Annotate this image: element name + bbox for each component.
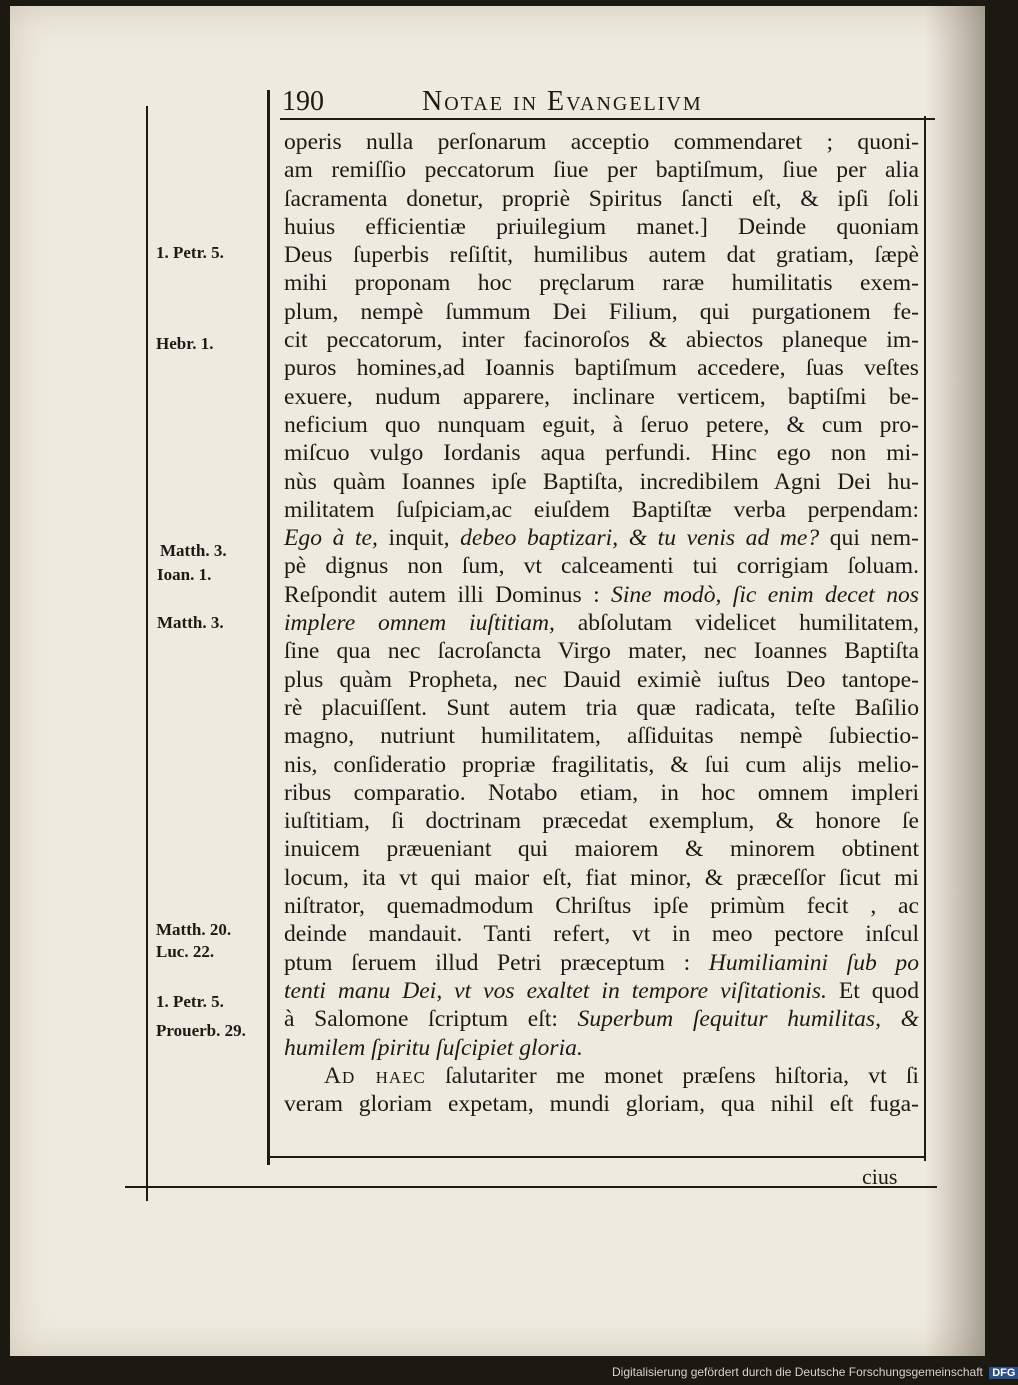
text-line [284,581,919,609]
paragraph-opening: Ad haec [324,1062,426,1089]
catchword: cius [862,1164,898,1189]
gutter-shadow [925,6,985,1356]
text-line [284,1062,919,1090]
running-title: Notae in Evangelivm [422,86,703,117]
margin-reference: Ioan. 1. [157,565,212,584]
text-line: am remiſſio peccatorum ſiue per baptiſmum, ſiue per alia [284,157,919,184]
text-line: rè placuiſſent. Sunt autem tria quæ radicata, teſte Baſilio [284,694,919,721]
text-line: plus quàm Propheta, nec Dauid eximiè iuſtus Deo tantope- [284,666,919,693]
text-line: deinde mandauit. Tanti refert, vt in meo pectore inſcul [284,921,919,948]
text-line: nùs quàm Ioannes ipſe Baptiſta, incredibilem Agni Dei hu- [284,468,919,495]
text-line: locum, ita vt qui maior eſt, fiat minor, & præceſſor ſicut mi [284,864,919,891]
text-line [284,977,919,1005]
text-line [284,1005,919,1033]
text-fragment: qui nem- [819,525,919,552]
text-line: cit peccatorum, inter facinoroſos & abiectos planeque im- [284,327,919,354]
text-line: magno, nutriunt humilitatem, aſſiduitas nempè ſubiectio- [284,723,919,750]
text-line: puros homines,ad Ioannis baptiſmum accedere, ſuas veſtes [284,355,919,382]
margin-reference: Prouerb. 29. [156,1021,246,1040]
page-number: 190 [282,86,324,117]
text-line: iuſtitiam, ſi doctrinam præcedat exemplum, & honore ſe [284,808,919,835]
text-line: neficium quo nunquam eguit, à ſeruo petere, & cum pro- [284,411,919,438]
margin-reference: Matth. 3. [160,541,227,560]
main-text [284,128,919,1118]
bottom-rule-inner [268,1156,924,1158]
text-fragment: ſalutariter me monet præſens hiſtoria, vt ſi [425,1062,919,1089]
text-line: nis, conſideratio propriæ fragilitatis, & ſui cum alijs melio- [284,751,919,778]
text-line [284,1034,919,1062]
text-line: operis nulla perſonarum acceptio commendaret ; quoni- [284,129,919,155]
text-line: miſcuo vulgo Iordanis aqua perfundi. Hinc ego non mi- [284,440,919,467]
dfg-logo: DFG [989,1367,1018,1379]
text-line: ſacramenta donetur, propriè Spiritus ſancti eſt, & ipſi ſoli [284,185,919,212]
digitization-footer [612,1365,1018,1379]
text-line: Deus ſuperbis reſiſtit, humilibus autem dat gratiam, ſæpè [284,242,919,269]
margin-reference: Matth. 20. [156,920,232,939]
text-line: ribus comparatio. Notabo etiam, in hoc omnem impleri [284,779,919,806]
page-header [282,86,922,118]
scripture-quote: humilem ſpiritu ſuſcipiet gloria. [284,1034,583,1061]
left-rule-inner [267,90,270,1165]
funding-notice: Digitalisierung gefördert durch die Deutsche Forschungsgemeinschaft [612,1365,983,1379]
margin-reference: 1. Petr. 5. [156,243,224,262]
right-rule [924,116,926,1161]
text-fragment: inquit, [377,525,461,552]
left-rule-outer [146,106,148,1201]
text-line: veram gloriam expetam, mundi gloriam, qua nihil eſt fuga- [284,1091,919,1118]
text-fragment: Et quod [826,977,919,1004]
text-fragment: Reſpondit autem illi Dominus : [284,581,612,608]
text-line: ſine qua nec ſacroſancta Virgo mater, nec Ioannes Baptiſta [284,638,919,665]
text-line: pè dignus non ſum, vt calceamenti tui corrigiam ſoluam. [284,553,919,580]
text-line: plum, nempè ſummum Dei Filium, qui purgationem fe- [284,298,919,325]
scripture-quote: tenti manu Dei, vt vos exaltet in tempore viſitationis. [284,977,827,1004]
bottom-rule-outer [125,1186,937,1188]
text-fragment: abſolutam videlicet humilitatem, [554,610,919,637]
scripture-quote: Ego à te, [284,525,378,552]
text-line: inuicem præueniant qui maiorem & minorem obtinent [284,836,919,863]
text-fragment: à Salomone ſcriptum eſt: [284,1006,578,1033]
text-line: huius efficientiæ priuilegium manet.] Deinde quoniam [284,213,919,240]
text-line: mihi proponam hoc pręclarum raræ humilitatis exem- [284,270,919,297]
scripture-quote: debeo baptizari, & tu venis ad me? [460,525,820,552]
text-line [284,609,919,637]
text-line: militatem ſuſpiciam,ac eiuſdem Baptiſtæ verba perpendam: [284,496,919,523]
top-rule [280,118,935,120]
scripture-quote: Superbum ſequitur humilitas, & [577,1006,919,1033]
text-line: exuere, nudum apparere, inclinare verticem, baptiſmi be- [284,383,919,410]
text-line: niſtrator, quemadmodum Chriſtus ipſe primùm fecit , ac [284,893,919,920]
margin-reference: Luc. 22. [156,942,215,961]
margin-reference: Matth. 3. [157,613,224,632]
scripture-quote: Sine modò, ſic enim decet nos [611,581,919,608]
margin-reference: 1. Petr. 5. [156,992,224,1011]
text-line [284,949,919,977]
text-fragment: ptum ſeruem illud Petri præceptum : [284,949,709,976]
text-line [284,524,919,552]
scripture-quote: implere omnem iuſtitiam, [284,610,555,637]
margin-reference: Hebr. 1. [156,334,214,353]
scripture-quote: Humiliamini ſub po [708,949,919,976]
